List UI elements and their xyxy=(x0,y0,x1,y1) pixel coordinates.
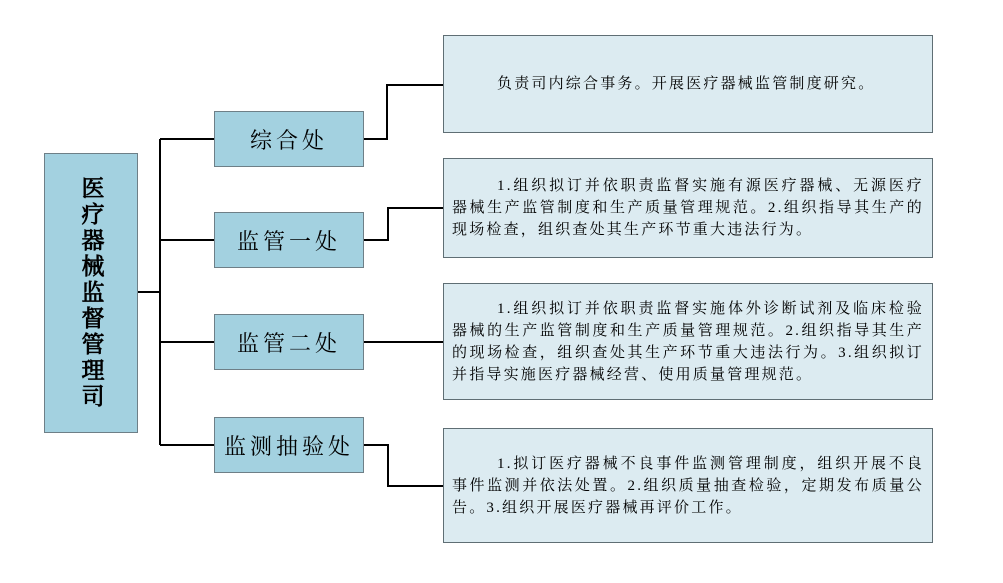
desc-node-supervision-division-2-duties xyxy=(443,283,933,400)
desc-node-text: 1.组织拟订并依职责监督实施体外诊断试剂及临床检验器械的生产监管制度和生产质量管理规范。2.组织指导其生产的现场检查，组织查处其生产环节重大违法行为。3.组织拟订并指导实施医疗器械经营、使用质量管理规范。 xyxy=(452,300,924,383)
dept-node-label: 监管一处 xyxy=(236,228,341,254)
desc-node-supervision-division-1-duties xyxy=(443,158,933,258)
desc-node-general-office-duties xyxy=(443,35,933,133)
dept-node-supervision-division-1 xyxy=(214,212,364,268)
desc-node-text: 1.组织拟订并依职责监督实施有源医疗器械、无源医疗器械生产监管制度和生产质量管理规范。2.组织指导其生产的现场检查，组织查处其生产环节重大违法行为。 xyxy=(452,178,924,238)
desc-node-text: 负责司内综合事务。开展医疗器械监管制度研究。 xyxy=(497,76,876,92)
dept-node-monitoring-sampling-division xyxy=(214,417,364,473)
desc-node-monitoring-sampling-division-duties xyxy=(443,428,933,543)
dept-node-label: 监测抽验处 xyxy=(223,433,354,459)
dept-node-label: 综合处 xyxy=(249,127,328,153)
root-node-title: 医疗器械监督管理司 xyxy=(78,176,104,410)
desc-node-text: 1.拟订医疗器械不良事件监测管理制度，组织开展不良事件监测并依法处置。2.组织质量抽查检验，定期发布质量公告。3.组织开展医疗器械再评价工作。 xyxy=(452,455,924,516)
dept-node-label: 监管二处 xyxy=(236,330,341,356)
connector-root-trunk xyxy=(138,139,160,445)
dept-node-general-office xyxy=(214,111,364,167)
root-node-medical-device-supervision-department xyxy=(44,153,138,433)
connector-dept-2-desc-2 xyxy=(364,208,443,240)
connector-dept-1-desc-1 xyxy=(364,85,443,139)
connector-dept-4-desc-4 xyxy=(364,445,443,486)
dept-node-supervision-division-2 xyxy=(214,314,364,370)
